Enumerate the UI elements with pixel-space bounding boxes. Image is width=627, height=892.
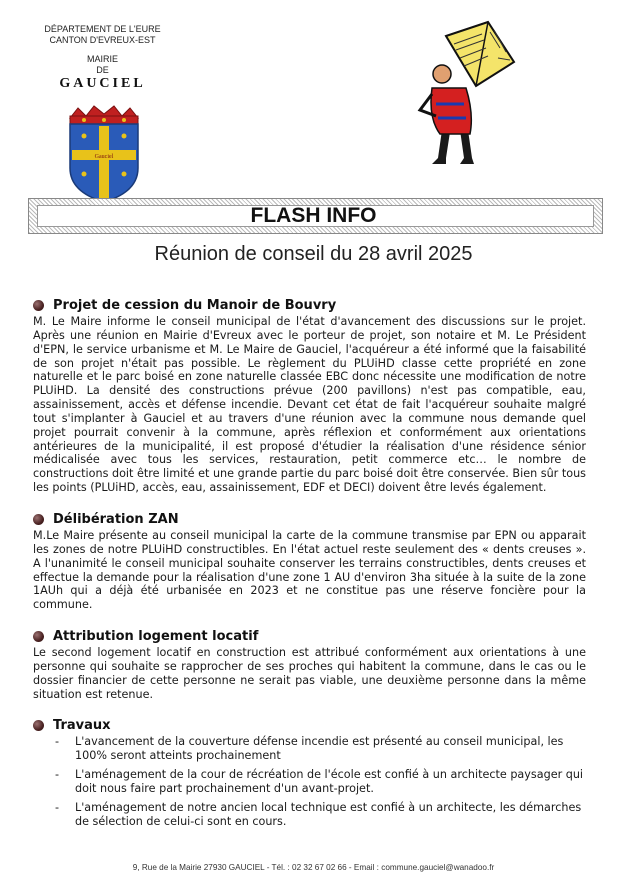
- meeting-subtitle: Réunion de conseil du 28 avril 2025: [154, 243, 473, 265]
- list-item: - L'aménagement de notre ancien local technique est confié à un architecte, les démarches de sélection de celui-ci sont en cours.: [75, 801, 586, 829]
- mairie-label: MAIRIE: [86, 54, 118, 64]
- de-label: DE: [96, 65, 109, 75]
- section-zan: [33, 511, 586, 612]
- footer-address: 9, Rue de la Mairie 27930 GAUCIEL - Tél. : 02 32 67 02 66 - Email : commune.gauciel@wanadoo.fr: [132, 863, 495, 872]
- bullet-icon: [33, 300, 44, 311]
- section-heading: Projet de cession du Manoir de Bouvry: [53, 298, 337, 313]
- page-title: FLASH INFO: [250, 204, 377, 227]
- travaux-list: [33, 735, 586, 828]
- section-travaux: [33, 717, 586, 828]
- person-reading-newspaper-icon: [402, 18, 522, 168]
- list-item: - L'aménagement de la cour de récréation de l'école est confié à un architecte paysager qui doit nous faire part prochainement d'un avant-projet.: [75, 768, 586, 796]
- bullet-icon: [33, 720, 44, 731]
- bullet-icon: [33, 514, 44, 525]
- section-body: Le second logement locatif en construction est attribué conformément aux orientations à une personne qui souhaite se rapprocher de ses proches qui habitent la commune, dans le cas ou le dossier financier de cette personne ne serait pas viable, une deuxième personne dans la même situation est retenue.: [33, 646, 586, 701]
- mairie-header: [30, 24, 175, 89]
- department-label: DÉPARTEMENT DE L'EURE: [44, 24, 161, 34]
- town-name: GAUCIEL: [59, 76, 146, 91]
- section-heading: Travaux: [53, 718, 111, 734]
- coat-of-arms-icon: [64, 104, 144, 204]
- crest-text: Gauciel: [94, 154, 114, 160]
- bullet-icon: [33, 631, 44, 642]
- section-manoir: [33, 297, 586, 495]
- canton-label: CANTON D'EVREUX-EST: [49, 35, 156, 45]
- list-item: - L'avancement de la couverture défense incendie est présenté au conseil municipal, les 100% seront atteints prochainement: [75, 735, 586, 763]
- section-body: M. Le Maire informe le conseil municipal de l'état d'avancement des discussions sur le projet. Après une réunion en Mairie d'Evreux avec le porteur de projet, son notaire et M. Le Président d'EPN, le service urbanisme et M. Le Maire de Gauciel, l'acquéreur a été informé que la faisabilité de son projet n'était pas possible. Le règlement du PLUiHD classe cette propriété en zone naturelle et le parc boisé en zone naturelle classée EBC donc nécessite une modification de notre PLUiHD. La densité des constructions prévue (200 pavillons) n'est pas compatible, eau, assainissement, accès et défense incendie. Devant cet état de fait l'acquéreur souhaite malgré tout s'implanter à Gauciel et au travers d'une réunion avec la commune nous demande quel projet pourrait convenir à la commune, après réflexion et conformément aux orientations antérieures de la municipalité, il est proposé d'étudier la réalisation d'une résidence sénior médicalisée avec tous les services, restauration, petit commerce etc… le nombre de constructions doit être limité et une grande partie du parc boisé doit être conservée. Bien sûr tous les points (PLUiHD, accès, eau, assainissement, EDF et DECI) doivent être levés également.: [33, 315, 586, 495]
- section-heading: Attribution logement locatif: [53, 629, 259, 645]
- section-logement: [33, 628, 586, 701]
- section-heading: Délibération ZAN: [53, 511, 179, 527]
- main-content: [33, 297, 586, 844]
- section-body: M.Le Maire présente au conseil municipal la carte de la commune transmise par EPN ou apparait les zones de notre PLUiHD constructibles. En l'état actuel reste seulement des « dents creuses ». A l'unanimité le conseil municipal souhaite conserver les terrains constructibles, dents creuses et effectue la demande pour la réalisation d'une zone 1 AU d'environ 3ha située à la suite de la zone 1AUh qui a déjà été urbanisée en 2023 et ne constitue pas une réserve foncière pour la commune.: [33, 528, 586, 612]
